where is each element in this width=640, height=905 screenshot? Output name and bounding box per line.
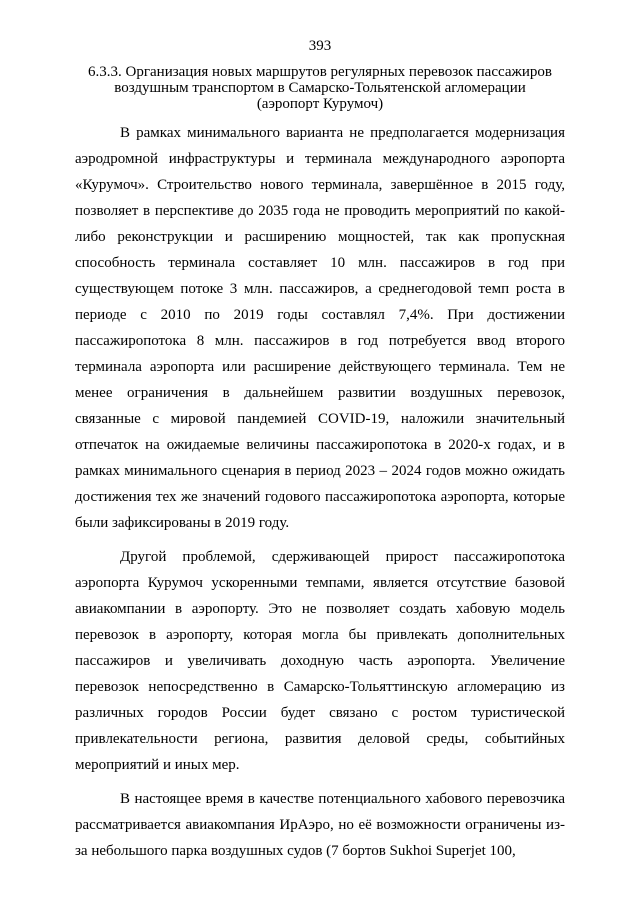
section-heading [75, 64, 565, 112]
section-heading-line-1: 6.3.3. Организация новых маршрутов регулярных перевозок пассажиров [88, 64, 552, 80]
page-number: 393 [308, 38, 332, 54]
paragraph-2: Другой проблемой, сдерживающей прирост пассажиропотока аэропорта Курумоч ускоренными темпами, является отсутствие базовой авиакомпании в аэропорту. Это не позволяет создать хабовую модель перевозок в аэропорту, которая могла бы привлекать дополнительных пассажиров и увеличивать доходную часть аэропорта. Увеличение перевозок непосредственно в Самарско-Тольяттинскую агломерацию из различных городов России будет связано с ростом туристической привлекательности региона, развития деловой среды, событийных мероприятий и иных мер. [75, 549, 565, 773]
section-heading-line-2: воздушным транспортом в Самарско-Тольятенской агломерации [114, 80, 526, 96]
section-heading-line-3: (аэропорт Курумоч) [256, 96, 384, 112]
body-text [75, 120, 565, 864]
paragraph-1: В рамках минимального варианта не предполагается модернизация аэродромной инфраструктуры и терминала международного аэропорта «Курумоч». Строительство нового терминала, завершённое в 2015 году, позволяет в перспективе до 2035 года не проводить мероприятий по какой-либо реконструкции и расширению мощностей, так как пропускная способность терминала составляет 10 млн. пассажиров в год при существующем потоке 3 млн. пассажиров, а среднегодовой темп роста в периоде с 2010 по 2019 годы составлял 7,4%. При достижении пассажиропотока 8 млн. пассажиров в год потребуется ввод второго терминала аэропорта или расширение действующего терминала. Тем не менее ограничения в дальнейшем развитии воздушных перевозок, связанные с мировой пандемией COVID-19, наложили значительный отпечаток на ожидаемые величины пассажиропотока в 2020-х годах, и в рамках минимального сценария в период 2023 – 2024 годов можно ожидать достижения тех же значений годового пассажиропотока аэропорта, которые были зафиксированы в 2019 году. [75, 125, 565, 531]
paragraph-3: В настоящее время в качестве потенциального хабового перевозчика рассматривается авиакомпания ИрАэро, но её возможности ограничены из-за небольшого парка воздушных судов (7 бортов Sukhoi Superjet 100, [75, 791, 565, 859]
